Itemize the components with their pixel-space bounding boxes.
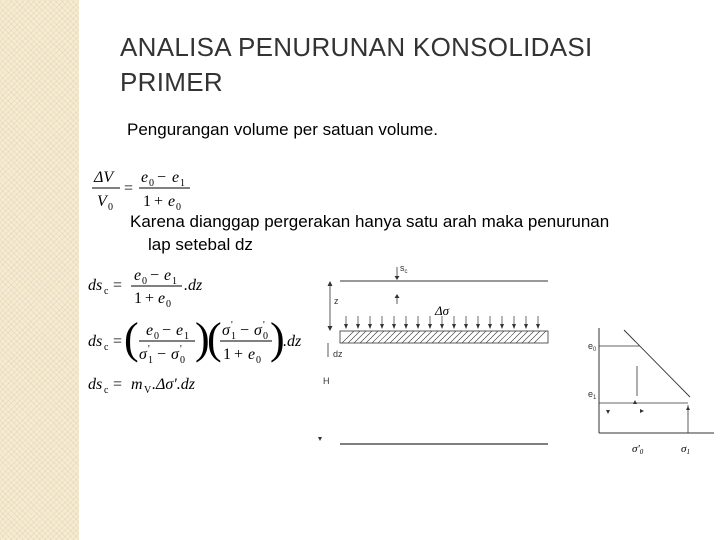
layer-height-label: H bbox=[323, 376, 330, 386]
svg-text:V: V bbox=[97, 193, 107, 210]
svg-text:c: c bbox=[104, 286, 109, 297]
svg-text:+: + bbox=[154, 193, 164, 210]
svg-text:': ' bbox=[180, 344, 182, 355]
svg-text:0: 0 bbox=[149, 178, 154, 189]
svg-text:e: e bbox=[248, 346, 256, 363]
depth-label: z bbox=[334, 296, 339, 306]
svg-text:σ: σ bbox=[254, 322, 262, 339]
svg-text:c: c bbox=[104, 342, 109, 353]
svg-text:−: − bbox=[157, 346, 167, 363]
svg-text:m: m bbox=[131, 376, 143, 393]
svg-text:σ: σ bbox=[171, 346, 179, 363]
svg-text:0: 0 bbox=[108, 202, 113, 213]
svg-text:1: 1 bbox=[172, 276, 177, 287]
svg-text:': ' bbox=[148, 344, 150, 355]
svg-text:0: 0 bbox=[176, 202, 181, 213]
svg-text:=: = bbox=[124, 180, 134, 197]
formula-settlement-3 bbox=[88, 376, 196, 396]
svg-text:−: − bbox=[240, 322, 250, 339]
svg-text:+: + bbox=[234, 346, 244, 363]
e0-label: $e_0$ bbox=[588, 341, 597, 353]
void-ratio-stress-graph bbox=[588, 328, 714, 456]
svg-text:−: − bbox=[157, 169, 167, 186]
text-volume-reduction: Pengurangan volume per satuan volume. bbox=[127, 120, 438, 139]
formula-settlement-1 bbox=[88, 267, 203, 310]
svg-text:0: 0 bbox=[256, 355, 261, 366]
load-increment-label: Δσ bbox=[435, 303, 450, 318]
svg-text:e: e bbox=[146, 322, 154, 339]
svg-text:0: 0 bbox=[142, 276, 147, 287]
svg-text:e: e bbox=[141, 169, 149, 186]
sigma1-label: σ1 bbox=[681, 443, 690, 456]
svg-text:1: 1 bbox=[148, 355, 153, 366]
svg-text:1: 1 bbox=[231, 331, 236, 342]
svg-text:σ: σ bbox=[222, 322, 230, 339]
formula-volume-strain bbox=[92, 169, 190, 213]
svg-text:1: 1 bbox=[184, 331, 189, 342]
svg-text:(: ( bbox=[207, 314, 222, 363]
svg-text:ds: ds bbox=[88, 376, 103, 393]
svg-text:e: e bbox=[164, 267, 172, 284]
svg-text:0: 0 bbox=[180, 355, 185, 366]
svg-text:ds: ds bbox=[88, 333, 103, 350]
svg-text:V: V bbox=[144, 385, 152, 396]
svg-text:.Δσ'.dz: .Δσ'.dz bbox=[152, 376, 195, 393]
svg-text:c: c bbox=[104, 385, 109, 396]
sigma0-label: σ'0 bbox=[632, 443, 644, 456]
svg-text:=: = bbox=[113, 376, 123, 393]
svg-text:e: e bbox=[158, 290, 166, 307]
svg-text:0: 0 bbox=[263, 331, 268, 342]
svg-text:ds: ds bbox=[88, 277, 103, 294]
svg-text:.dz: .dz bbox=[184, 277, 203, 294]
svg-text:(: ( bbox=[124, 314, 139, 363]
e1-label: $e_1$ bbox=[588, 389, 597, 401]
svg-text:e: e bbox=[168, 193, 176, 210]
svg-text:−: − bbox=[162, 322, 172, 339]
text-assumption-line1: Karena dianggap pergerakan hanya satu arah maka penurunan bbox=[130, 212, 610, 231]
soil-layer-diagram bbox=[318, 263, 548, 444]
svg-text:−: − bbox=[150, 267, 160, 284]
svg-text:0: 0 bbox=[154, 331, 159, 342]
svg-text:ΔV: ΔV bbox=[94, 169, 114, 186]
svg-text:=: = bbox=[113, 333, 123, 350]
svg-text:1: 1 bbox=[180, 178, 185, 189]
text-assumption-line2: lap setebal dz bbox=[148, 235, 253, 254]
svg-text:): ) bbox=[195, 314, 210, 363]
svg-text:=: = bbox=[113, 277, 123, 294]
svg-text:e: e bbox=[176, 322, 184, 339]
svg-text:+: + bbox=[145, 290, 155, 307]
svg-text:): ) bbox=[270, 314, 285, 363]
formula-settlement-2 bbox=[88, 314, 302, 366]
svg-text:e: e bbox=[134, 267, 142, 284]
layer-thickness-label: dz bbox=[333, 349, 343, 359]
svg-text:1: 1 bbox=[143, 193, 151, 210]
settlement-label: $s_c$ bbox=[400, 263, 408, 275]
svg-text:': ' bbox=[263, 320, 265, 331]
svg-text:1: 1 bbox=[134, 290, 142, 307]
svg-text:': ' bbox=[231, 320, 233, 331]
svg-text:0: 0 bbox=[166, 299, 171, 310]
svg-text:1: 1 bbox=[223, 346, 231, 363]
slide-title: ANALISA PENURUNAN KONSOLIDASI PRIMER bbox=[120, 32, 593, 97]
svg-text:σ: σ bbox=[139, 346, 147, 363]
svg-text:e: e bbox=[172, 169, 180, 186]
svg-text:.dz: .dz bbox=[283, 333, 302, 350]
